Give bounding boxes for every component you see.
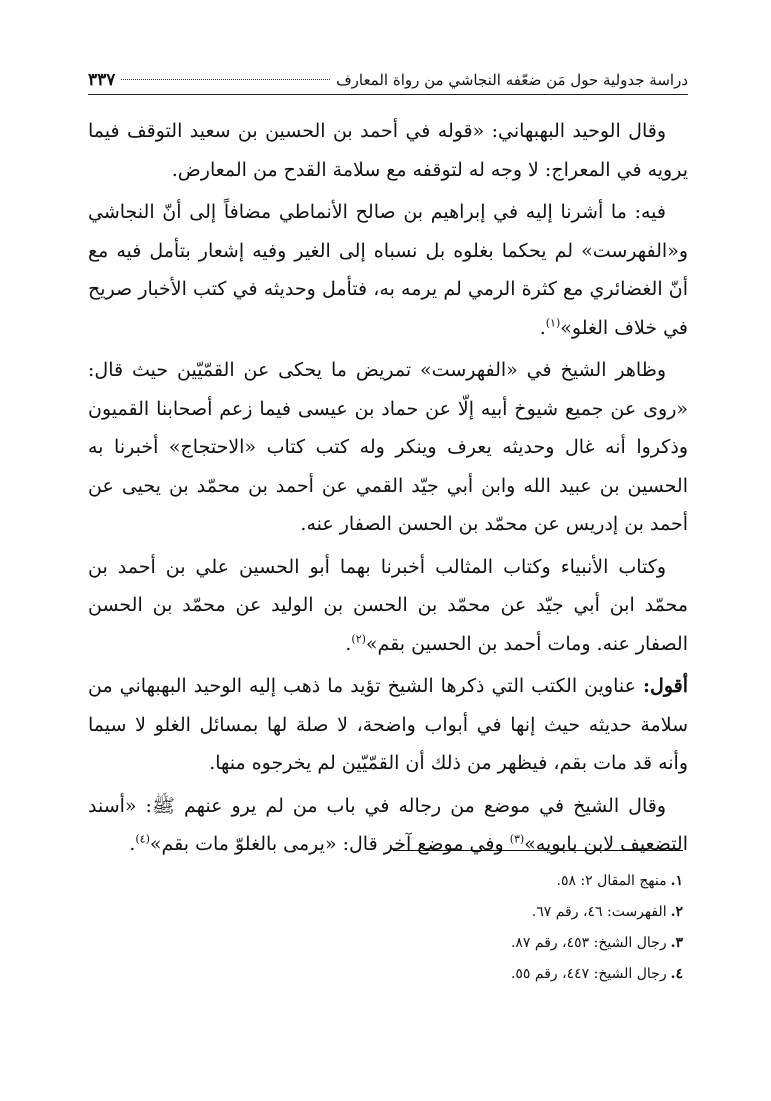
footnote-number: ١. (670, 873, 683, 889)
main-text (88, 112, 688, 868)
paragraph-6-mid: وفي موضع آخر قال: «يرمى بالغلوّ مات بقم» (149, 833, 504, 855)
footnote-ref-4[interactable]: (٤) (135, 832, 150, 846)
page-number: ٣٣٧ (88, 70, 116, 90)
paragraph-5 (88, 667, 688, 783)
footnotes (83, 866, 683, 990)
footnote-text: الفهرست: ٤٦، رقم ٦٧. (531, 904, 667, 920)
paragraph-5-text: عناوين الكتب التي ذكرها الشيخ تؤيد ما ذهب إليه الوحيد البهبهاني من سلامة حديثه حيث إنها في أبواب واضحة، لا صلة لها بمسائل الغلو لا سيما وأنه قد مات بقم، فيظهر من ذلك أن القمّيّين لم يخرجوه منها. (88, 675, 688, 774)
footnote-1 (83, 866, 683, 897)
header-leader-dots (121, 79, 330, 80)
footnote-text: منهج المقال ٢: ٥٨. (556, 873, 667, 889)
footnote-2 (83, 897, 683, 928)
footnote-number: ٢. (670, 904, 683, 920)
paragraph-3 (88, 351, 688, 544)
paragraph-6-text: وقال الشيخ في موضع من رجاله في باب من لم يرو عنهم ﷺ: «أسند التضعيف لابن بابويه» (88, 794, 688, 855)
footnote-ref-1[interactable]: (١) (545, 316, 561, 330)
paragraph-6-end: . (129, 833, 136, 855)
paragraph-2: فيه: ما أشرنا إليه في إبراهيم بن صالح الأنماطي مضافاً إلى أنّ النجاشي و«الفهرست» لم يحكما بغلوه بل نسباه إلى الغير وفيه إشعار بتأمل فيه مع أنّ الغضائري مع كثرة الرمي لم يرمه به، فتأمل وحديثه في كتب الأخبار صريح في خلاف الغلو»$^{(١)}$. (88, 201, 688, 339)
footnote-3 (83, 928, 683, 959)
paragraph-5-lead: أقول: (643, 675, 688, 697)
footnote-number: ٤. (670, 966, 683, 982)
footnote-text: رجال الشيخ: ٤٥٣، رقم ٨٧. (510, 935, 667, 951)
footnote-separator (393, 850, 683, 851)
running-header (88, 70, 688, 95)
paragraph-1 (88, 112, 688, 189)
header-title: دراسة جدولية حول مَن ضعّفه النجاشي من رواة المعارف (336, 71, 688, 89)
footnote-ref-3[interactable]: (٣) (509, 832, 525, 846)
footnote-ref-2[interactable]: (٢) (351, 632, 366, 646)
footnote-number: ٣. (670, 935, 683, 951)
footnote-4 (83, 959, 683, 990)
paragraph-3-text: وظاهر الشيخ في «الفهرست» تمريض ما يحكى عن القمّيّين حيث قال: «روى عن جميع شيوخ أبيه إلّا عن حماد بن عيسى فيما زعم أصحابنا القميون وذكروا أنه غال وحديثه يعرف وينكر وله كتب كتاب «الاحتجاج» أخبرنا به الحسين بن عبيد الله وابن أبي جيّد القمي عن أحمد بن محمّد بن يحيى عن أحمد بن إدريس عن محمّد بن الحسن الصفار عنه. (88, 359, 688, 535)
paragraph-2-text: فيه: ما أشرنا إليه في إبراهيم بن صالح الأنماطي مضافاً إلى أنّ النجاشي و«الفهرست» لم يحكما بغلوه بل نسباه إلى الغير وفيه إشعار بتأمل فيه مع أنّ الغضائري مع كثرة الرمي لم يرمه به، فتأمل وحديثه في كتب الأخبار صريح في خلاف الغلو» (88, 201, 688, 339)
paragraph-4: وكتاب الأنبياء وكتاب المثالب أخبرنا بهما أبو الحسين علي بن أحمد بن محمّد ابن أبي جيّد عن محمّد بن الحسن بن الوليد عن محمّد بن الحسن الصفار عنه. ومات أحمد بن الحسين بقم»$^{(٢)}$. (88, 555, 688, 655)
paragraph-4-text: وكتاب الأنبياء وكتاب المثالب أخبرنا بهما أبو الحسين علي بن أحمد بن محمّد ابن أبي جيّد عن محمّد بن الحسن بن الوليد عن محمّد بن الحسن الصفار عنه. ومات أحمد بن الحسين بقم» (88, 555, 688, 655)
paragraph-6 (88, 787, 688, 864)
paragraph-1-text: وقال الوحيد البهبهاني: «قوله في أحمد بن الحسين بن سعيد التوقف فيما يرويه في المعراج: لا وجه له لتوقفه مع سلامة القدح من المعارض. (88, 120, 688, 181)
footnote-text: رجال الشيخ: ٤٤٧، رقم ٥٥. (510, 966, 667, 982)
